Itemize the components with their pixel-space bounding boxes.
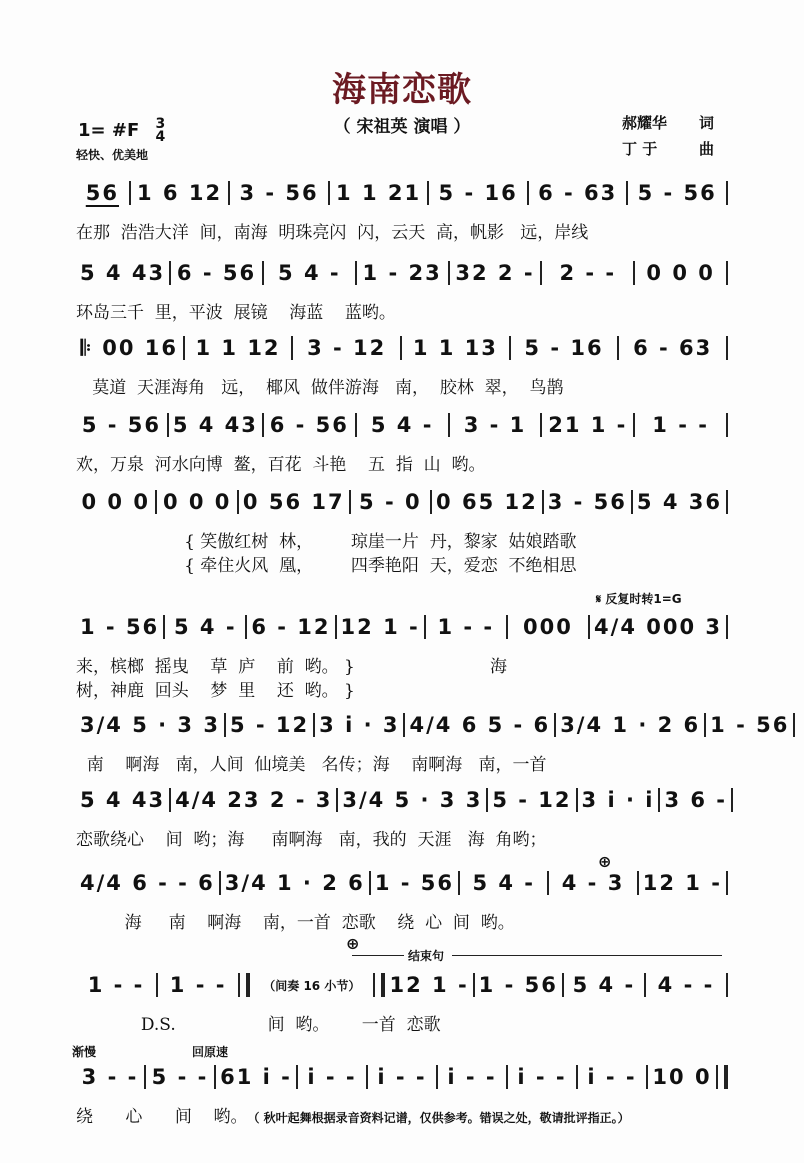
barline [726,181,728,205]
measure: 12 1 - [389,973,469,997]
measure: 1 6 12 [136,181,223,205]
repeat-modulation-annotation: 𝄋 反复时转1=G [596,592,682,606]
measure: 61 i - [220,1065,292,1089]
tempo-marking: 轻快、优美地 [76,148,149,162]
lyrics-line: 在那 浩浩大洋 间，南海 明珠亮闪 闪，云天 高，帆影 远，岸线 [76,223,589,243]
lyrics-verse-2: { 牵住火风 凰， 四季艳阳 天，爱恋 不绝相思 [76,556,577,576]
measure: 6 - 56 [269,413,349,437]
measure: 5 4 36 [636,490,722,514]
score-system-10 [76,970,728,1034]
ending-bracket-line [352,955,404,956]
measure: 3 - 56 [547,490,627,514]
measure: 5 - 12 [229,713,310,737]
measure: 12 1 - [642,871,722,895]
measure: 6 - 63 [633,336,713,360]
score-system-5 [76,487,728,575]
barline [726,973,728,997]
measure: 3 - 12 [307,336,387,360]
measure: 3/4 5 · 3 3 [342,788,483,812]
measure: 5 4 - [370,413,434,437]
measure: 6 - 63 [538,181,618,205]
measure: 0 65 12 [436,490,538,514]
measure: 56 [85,181,119,205]
barline [793,713,795,737]
lyrics-line: 恋歌绕心 间 哟；海 南啊海 南，我的 天涯 海 角哟； [76,830,547,850]
measure: 5 - 12 [492,788,572,812]
measure: 5 - 16 [524,336,604,360]
measure: 4 - - [657,973,715,997]
score-system-4 [76,410,728,474]
final-barline [716,1065,728,1089]
lyrics-line: 欢，万泉 河水向博 鳌，百花 斗艳 五 指 山 哟。 [76,455,486,475]
measure: 0 0 0 [162,490,232,514]
notes-row [76,410,728,440]
performer-credit: （ 宋祖英 演唱 ） [333,117,471,137]
barline [726,261,728,285]
barline [726,336,728,360]
lyrics-verse-2: 树，神鹿 回头 梦 里 还 哟。 } [76,681,355,701]
key-signature [78,118,165,144]
composer-credit: 丁 于 曲 [622,140,714,158]
a-tempo-marking: 回原速 [192,1045,229,1059]
lyrics-line: 莫道 天涯海角 远， 椰风 做伴游海 南， 胶林 翠， 鸟鹊 [76,378,564,398]
lyrics-final: 绕 心 间 哟。 [76,1107,248,1127]
measure: i - - [517,1065,567,1089]
lyrics-verse-1: 来，槟榔 摇曳 草 庐 前 哟。 } 海 [76,657,507,677]
measure: 4 - 3 [561,871,625,895]
measure: 4/4 23 2 - 3 [175,788,333,812]
coda-icon: ⊕ [346,934,360,953]
measure: 5 - 0 [359,490,422,514]
measure: 5 4 - [173,615,237,639]
notes-row [76,1062,728,1092]
measure: 5 - 16 [438,181,518,205]
barline [726,615,728,639]
key-label: 1= #F [78,120,140,141]
transcription-note: （ 秋叶起舞根据录音资料记谱，仅供参考。错误之处，敬请批评指正。） [247,1111,630,1125]
ritardando-marking: 渐慢 [72,1045,97,1059]
measure: 3 6 - [664,788,728,812]
measure: 3 - - [81,1065,139,1089]
score-system-1 [76,178,728,242]
measure: 4/4 000 3 [594,615,722,639]
measure: 1 - 23 [362,261,442,285]
measure: 5 4 43 [80,788,166,812]
score-system-2 [76,258,728,322]
repeat-end-barline [373,973,385,997]
score-system-7 [76,710,790,775]
score-system-9 [76,868,728,932]
score-system-3 [76,333,728,397]
measure: 4/4 6 5 - 6 [409,713,551,737]
measure: 0 0 0 [646,261,715,285]
notes-row [76,333,728,363]
coda-icon: ⊕ [598,852,612,871]
measure: 3 - 56 [239,181,319,205]
lyrics-line: 环岛三千 里，平波 展镜 海蓝 蓝哟。 [76,303,396,323]
lyrics-line [76,1102,728,1126]
measure: 5 4 - [572,973,636,997]
measure: 3/4 5 · 3 3 [80,713,220,737]
measure: 1 1 21 [336,181,422,205]
measure: 1 - 56 [374,871,454,895]
measure: 000 [523,615,573,639]
measure: 2 - - [559,261,617,285]
credits [622,110,714,162]
notes-row [76,970,728,1000]
notes-row [76,612,728,642]
measure: i - - [377,1065,427,1089]
notes-row [76,785,728,815]
measure: i - - [587,1065,637,1089]
lyricist-credit: 郝耀华 词 [622,114,714,132]
measure: 0 0 0 [81,490,150,514]
measure: 5 - - [151,1065,209,1089]
measure: 1 - 56 [478,973,558,997]
measure: 3 i · i [581,788,655,812]
notes-row [76,487,728,517]
measure: 0 56 17 [242,490,345,514]
notes-row [76,178,728,208]
measure: i - - [447,1065,497,1089]
lyrics-verse-1: { 笑傲红树 林， 琼崖一片 丹，黎家 姑娘踏歌 [76,532,577,552]
time-signature: 3 4 [155,116,166,145]
double-barline [238,973,250,997]
measure: 5 - 56 [81,413,161,437]
notes-row [76,258,728,288]
score-system-8 [76,785,728,849]
measure: 6 - 12 [251,615,331,639]
lyrics-line: 南 啊海 南，人间 仙境美 名传；海 南啊海 南，一首 [76,755,547,775]
measure: 6 - 56 [176,261,257,285]
notes-row [76,868,728,898]
score-system-6 [76,612,728,700]
barline [726,490,728,514]
measure: 4/4 6 - - 6 [80,871,215,895]
measure: 5 4 43 [172,413,258,437]
measure: 3/4 1 · 2 6 [560,713,701,737]
lyrics-line: 海 南 啊海 南，一首 恋歌 绕 心 间 哟。 [76,913,515,933]
measure: 32 2 - [455,261,535,285]
ending-bracket-line [452,955,722,956]
notes-row [76,710,790,740]
lyrics-line: D.S. 间 哟。 一首 恋歌 [76,1015,441,1035]
measure: 12 1 - [340,615,420,639]
measure: 21 1 - [548,413,628,437]
measure: 1 1 12 [195,336,281,360]
measure: 1 1 13 [412,336,498,360]
measure: 1 - - [169,973,227,997]
barline [731,788,733,812]
measure: 3 i · 3 [319,713,400,737]
measure: 5 - 56 [637,181,717,205]
ending-label: 结束句 [408,949,445,963]
interlude-note: （间奏 16 小节） [263,978,361,993]
measure: 1 - - [87,973,145,997]
barline [726,413,728,437]
barline [726,871,728,895]
measure: 5 4 - [472,871,535,895]
score-system-11 [76,1062,728,1126]
measure: 1 - - [652,413,709,437]
measure: 1 - 56 [80,615,160,639]
measure: 10 0 [652,1065,712,1089]
measure: 1 - - [437,615,495,639]
measure: 1 - 56 [710,713,790,737]
measure: 5 4 43 [80,261,166,285]
measure: 3/4 1 · 2 6 [224,871,365,895]
measure: 5 4 - [278,261,341,285]
measure: i - - [307,1065,357,1089]
measure: 𝄆 00 16 [80,335,178,360]
measure: 3 - 1 [463,413,527,437]
song-title: 海南恋歌 [332,70,472,110]
